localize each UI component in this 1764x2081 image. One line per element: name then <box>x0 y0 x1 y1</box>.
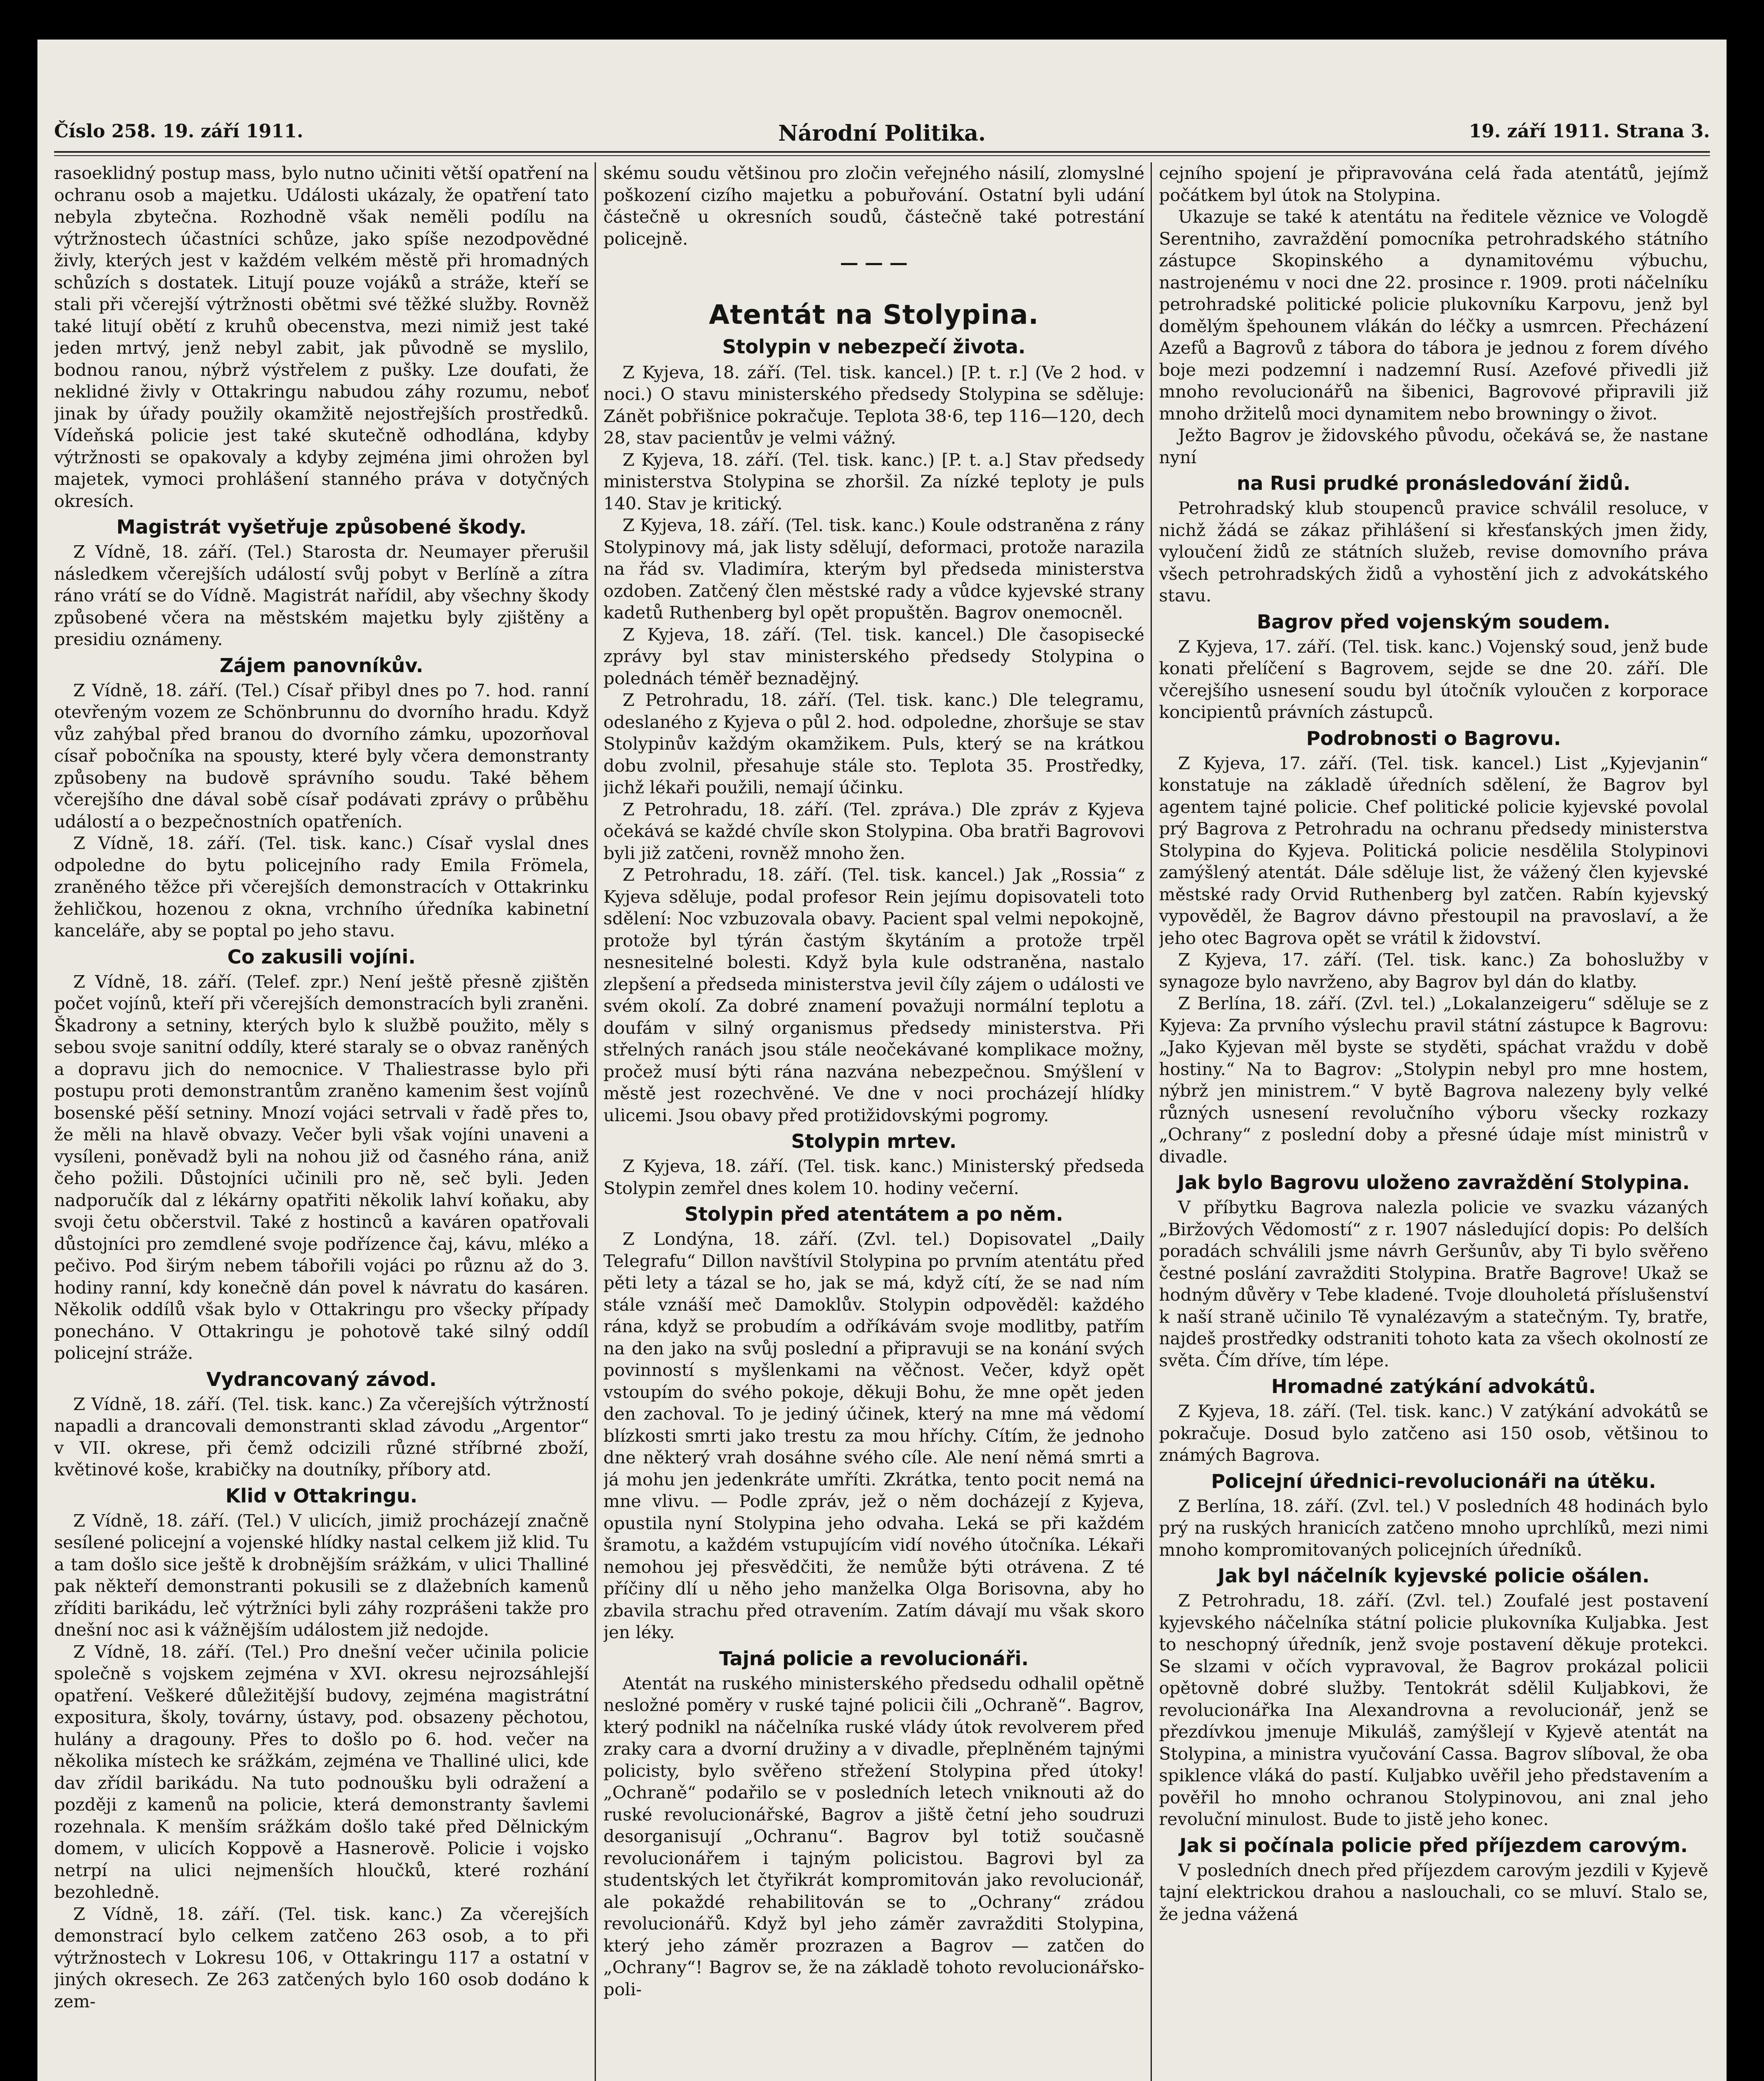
section-heading: Podrobnosti o Bagrovu. <box>1306 727 1561 750</box>
section-heading: Stolypin před atentátem a po něm. <box>685 1203 1063 1225</box>
paragraph: cejního spojení je připravována celá řada atentátů, jejímž počátkem byl útok na Stolypina. <box>1159 163 1708 205</box>
column-divider <box>595 162 596 2081</box>
paragraph: Petrohradský klub stoupenců pravice schválil resoluce, v nichž žádá se zákaz přihlášení si křesťanských jmen židy, vyloučení židů ze státních služeb, revise domovního práva všech petrohradských židů a vyhostění jich z advokátského stavu. <box>1159 498 1708 606</box>
section-heading: na Rusi prudké pronásledování židů. <box>1236 472 1631 494</box>
main-headline: Atentát na Stolypina. <box>709 299 1039 330</box>
paragraph: Z Kyjeva, 17. září. (Tel. tisk. kancel.) List „Kyjevjanin“ konstatuje na základě úředních sdělení, že Bagrov byl agentem tajné policie. Chef politické policie kyjevské povolal prý Bagrova z Petrohradu na ochranu předsedy ministerstva Stolypina do Kyjeva. Politická policie nesdělila Stolypinovi zamýšlený atentát. Dále sděluje list, že vážený člen kyjevské městské rady Orvid Ruthenberg byl zatčen. Rabín kyjevský vypověděl, že Bagrov dávno přestoupil na pravoslaví, a že jeho otec Bagrova opět se vrátil k židovství. <box>1159 752 1708 948</box>
paragraph: Z Vídně, 18. září. (Tel. tisk. kanc.) Císař vyslal dnes odpoledne do bytu policejního rady Emila Frömela, zraněného těžce při včerejších demonstracích v Ottakrinku žehličkou, hozenou z okna, vrchního úředníka kabinetní kanceláře, aby se poptal po jeho stavu. <box>54 833 589 941</box>
paragraph: Z Vídně, 18. září. (Tel.) Pro dnešní večer učinila policie společně s vojskem zejména v XVI. okresu nejrozsáhlejší opatření. Veškeré důležitější budovy, zejména magistrátní expositura, školy, továrny, ústavy, pod. obsazeny pěchotou, hulány a dragouny. Přes to došlo po 6. hod. večer na několika místech ke srážkám, zejména ve Thalliné ulici, kde dav zřídil barikádu. Na tuto podnoušku byli odražení a později z kamenů na policie, která demonstranty šavlemi rozehnala. K menším srážkám došlo také před Dělnickým domem, v ulicích Koppově a Hasnerově. Policie i vojsko netrpí na ulici nejmenších hloučků, které rozhání bezohledně. <box>54 1641 589 1902</box>
issue-number: Číslo 258. 19. září 1911. <box>54 121 303 142</box>
section-heading: Co zakusili vojíni. <box>227 945 416 968</box>
column-1 <box>54 162 589 2081</box>
paragraph: Z Vídně, 18. září. (Tel. tisk. kanc.) Za včerejších výtržností napadli a drancovali demonstranti sklad závodu „Argentor“ v VII. okrese, při čemž odcizili různé stříbrné zboží, květinové koše, krabičky na doutníky, příbory atd. <box>54 1393 589 1480</box>
section-heading: Hromadné zatýkání advokátů. <box>1271 1375 1596 1398</box>
newspaper-title: Národní Politika. <box>778 121 986 146</box>
paragraph: rasoeklidný postup mass, bylo nutno učiniti větší opatření na ochranu osob a majetku. Události ukázaly, že opatření tato nebyla zbytečna. Rozhodně však neměli podílu na výtržnostech účastníci schůze, jako spíše nezodpovědné živly, kterých jest v každém velkém městě při hromadných schůzích s dostatek. Litují pouze vojáků a stráže, kteří se stali při včerejší výtržnosti obětmi své těžké služby. Rovněž také litují obětí z kruhů obecenstva, mezi nimiž jest také jeden mrtvý, jenž nebyl zabit, jak původně se myslilo, bodnou ranou, nýbrž výstřelem z pušky. Lze doufati, že neklidné živly v Ottakringu nabudou záhy rozumu, neboť jinak by úřady použily okamžitě nejostřejších prostředků. Vídeňská policie jest také skutečně odhodlána, kdyby výtržnosti se opakovaly a kdyby zejména jimi ohrožen byl majetek, vymoci prohlášení stanného práva v dotyčných okresích. <box>54 163 589 511</box>
paragraph: Z Kyjeva, 18. září. (Tel. tisk. kancel.) Dle časopisecké zprávy byl stav ministerského předsedy Stolypina o polednách téměř beznadějný. <box>603 624 1144 688</box>
section-heading: Tajná policie a revolucionáři. <box>719 1647 1029 1670</box>
paragraph: Atentát na ruského ministerského předsedu odhalil opětně nesložné poměry v ruské tajné policii čili „Ochraně“. Bagrov, který podnikl na náčelníka ruské vlády útok revolverem před zraky cara a dvorní družiny a v divadle, přeplněném tajnými policisty, bylo svěřeno střežení Stolypina před útoky! „Ochraně“ podařilo se v posledních letech vniknouti až do ruské revolucionářské, Bagrov a jiště četní jeho soudruzi desorganisují „Ochranu“. Bagrov byl totiž současně revolucionářem i tajným policistou. Bagrovi byl za studentských let čtyřikrát kompromitován jako revolucionář, ale pokaždé rehabilitován se to „Ochrany“ zrádou revolucionářů. Když byl jeho záměr zavražditi Stolypina, který jeho záměr prozrazen a Bagrov — zatčen do „Ochrany“! Bagrov se, že na základě tohoto revolucionářsko-poli- <box>603 1673 1144 1999</box>
section-heading: Vydrancovaný závod. <box>206 1368 437 1391</box>
section-heading: Jak si počínala policie před příjezdem carovým. <box>1179 1834 1688 1857</box>
paragraph: Z Petrohradu, 18. září. (Zvl. tel.) Zoufalé jest postavení kyjevského náčelníka státní policie plukovníka Kuljabka. Jest to neschopný úředník, jenž svoje postavení děkuje protekci. Se slzami v očích vypravoval, že Bagrov prokázal policii opětovně dobré služby. Tentokrát sdělil Kuljabkovi, že revolucionářka Ina Alexandrovna a revolucionář, jenž se přezdívkou jmenuje Mikuláš, zamýšlejí v Kyjevě atentát na Stolypina, a ministra vyučování Cassa. Bagrov slíboval, že oba spiklence vláká do pastí. Kuljabko uvěřil jeho představením a pověřil ho mnoho ochranou Stolypinovou, ani znal jeho revoluční minulost. Bude to jistě jeho konec. <box>1159 1590 1708 1829</box>
paragraph: V posledních dnech před příjezdem carovým jezdili v Kyjevě tajní elektrickou drahou a naslouchali, co se mluví. Stalo se, že jedna vážená <box>1159 1860 1708 1924</box>
masthead <box>54 121 1710 150</box>
paragraph: Z Kyjeva, 17. září. (Tel. tisk. kanc.) Za bohoslužby v synagoze bylo navrženo, aby Bagrov byl dán do klatby. <box>1159 949 1708 992</box>
paragraph: Z Kyjeva, 18. září. (Tel. tisk. kanc.) V zatýkání advokátů se pokračuje. Dosud bylo zatčeno asi 150 osob, většinou to známých Bagrova. <box>1159 1401 1708 1465</box>
newspaper-page <box>37 40 1727 2081</box>
paragraph: Z Petrohradu, 18. září. (Tel. tisk. kancel.) Jak „Rossia“ z Kyjeva sděluje, podal profesor Rein jejímu dopisovateli toto sdělení: Noc vzbuzovala obavy. Pacient spal velmi nepokojně, protože byl týrán častým škytáním a protože trpěl nesnesitelné bolesti. Když byla kule odstraněna, nastalo zlepšení a předseda ministerstva jevil číly zájem o události ve svém okolí. Za dobré znamení považuji normální teplotu a doufám v silný organismus předsedy ministerstva. Při střelných ranách jsou stále neočekávané komplikace možny, pročež musí býti rána nazvána nebezpečnou. Smýšlení v městě jest rozechvěné. Ve dne v noci procházejí hlídky ulicemi. Jsou obavy před protižidovskými pogromy. <box>603 864 1144 1125</box>
section-heading: Magistrát vyšetřuje způsobené škody. <box>116 516 527 538</box>
separator: — — — <box>840 252 908 273</box>
section-heading: Stolypin mrtev. <box>791 1130 957 1152</box>
paragraph: Z Vídně, 18. září. (Tel.) Starosta dr. Neumayer přerušil následkem včerejších událostí svůj pobyt v Berlíně a zítra ráno vrátí se do Vídně. Magistrát nařídil, aby všechny škody způsobené včera na městském majetku byly zjištěny a presidiu oznámeny. <box>54 541 589 649</box>
column-2 <box>603 162 1144 2081</box>
paragraph: Z Vídně, 18. září. (Tel.) Císař přibyl dnes po 7. hod. ranní otevřeným vozem ze Schönbrunnu do dvorního hradu. Když vůz zahýbal před branou do dvorního zámku, upozorňoval císař pobočníka na spousty, které byly včera demonstranty způsobeny na budově správního soudu. Také během včerejšího dne dával sobě císař podávati zprávy o průběhu událostí a o bezpečnostních opatřeních. <box>54 680 589 832</box>
paragraph: Z Kyjeva, 18. září. (Tel. tisk. kanc.) [P. t. a.] Stav předsedy ministerstva Stolypina se zhoršil. Za nízké teploty je puls 140. Stav je kritický. <box>603 449 1144 514</box>
section-heading: Bagrov před vojenským soudem. <box>1257 610 1610 633</box>
paragraph: Z Kyjeva, 18. září. (Tel. tisk. kanc.) Koule odstraněna z rány Stolypinovy má, jak listy sdělují, deformaci, protože narazila na řád sv. Vladimíra, kterým byl předseda ministerstva ozdoben. Zatčený člen městské rady a vůdce kyjevské strany kadetů Ruthenberg byl opět propuštěn. Bagrov onemocněl. <box>603 515 1144 623</box>
paragraph: Z Kyjeva, 18. září. (Tel. tisk. kanc.) Ministerský předseda Stolypin zemřel dnes kolem 10. hodiny večerní. <box>603 1156 1144 1198</box>
paragraph: Z Vídně, 18. září. (Telef. zpr.) Není ještě přesně zjištěn počet vojínů, kteří při včerejších demonstracích byli zraněni. Škadrony a setniny, kterých bylo k službě použito, měly s sebou svoje sanitní oddíly, které staraly se o obvaz raněných a dopravu jich do nemocnice. V Thaliestrasse bylo při postupu proti demonstrantům zraněno kamenim šest vojínů bosenské pěší setniny. Mnozí vojáci setrvali v řadě přes to, že měli na hlavě obvazy. Večer byli však vojíni unaveni a vysíleni, poněvadž byli na nohou již od časného rána, aniž čeho požili. Důstojníci učinili pro ně, seč byli. Jeden nadporučík dal z lékárny opatřiti několik lahví koňaku, aby svoji četu občerstvil. Také z hostinců a kaváren opatřovali důstojníci pro zemdlené svoje podřízence čaj, kávu, mléko a pečivo. Pod širým nebem tábořili vojáci po různu až do 3. hodiny ranní, kdy konečně dán povel k návratu do kasáren. Několik oddílů však bylo v Ottakringu pro všecky případy ponecháno. V Ottakringu je pohotově také silný oddíl policejní stráže. <box>54 971 589 1363</box>
column-3 <box>1159 162 1708 2081</box>
page-number: 19. září 1911. Strana 3. <box>1469 121 1710 142</box>
section-heading: Jak byl náčelník kyjevské policie ošálen. <box>1218 1564 1650 1587</box>
section-heading: Jak bylo Bagrovu uloženo zavraždění Stolypina. <box>1177 1171 1690 1194</box>
paragraph: Ukazuje se také k atentátu na ředitele věznice ve Vologdě Serentniho, zavraždění pomocníka petrohradského státního zástupce Skopinského a dynamitovému výbuchu, nastrojenému v noci dne 22. prosince r. 1909. proti náčelníku petrohradské politické policie plukovníku Karpovu, jenž byl domělým špehounem vlákán do léčky a usmrcen. Přecházení Azefů a Bagrovů z tábora do tábora je jednou z forem dívého boje mezi podzemní i nadzemní Rusí. Azefové přivedli již mnoho revolucionářů na šibenici, Bagrovové připravili již mnoho držitelů moci dynamitem nebo browningy o život. <box>1159 206 1708 424</box>
paragraph: Z Vídně, 18. září. (Tel.) V ulicích, jimiž procházejí značně sesílené policejní a vojenské hlídky nastal celkem již klid. Tu a tam došlo sice ještě k drobnějším srážkám, v ulici Thalliné pak někteří demonstranti pokusili se z dlažebních kamenů zříditi barikádu, leč výtržníci byli záhy rozprášeni takže pro dnešní noc asi k vážnějším událostem již nedojde. <box>54 1510 589 1640</box>
header-rule-thin <box>54 155 1710 156</box>
paragraph: Z Kyjeva, 17. září. (Tel. tisk. kanc.) Vojenský soud, jenž bude konati přelíčení s Bagrovem, sejde se dne 20. září. Dle včerejšího usnesení soudu byl útočník vyloučen z korporace koncipientů právních zástupců. <box>1159 636 1708 722</box>
paragraph: Z Berlína, 18. září. (Zvl. tel.) „Lokalanzeigeru“ sděluje se z Kyjeva: Za prvního výslechu pravil státní zástupce k Bagrovu: „Jako Kyjevan měl byste se styděti, spáchat vraždu v době hostiny.“ Na to Bagrov: „Stolypin nebyl pro mne hostem, nýbrž jen ministrem.“ V bytě Bagrova nalezeny byly velké různých usnesení revolučního výboru všecky rozkazy „Ochrany“ z poslední doby a přesné údaje míst ministrů v divadle. <box>1159 993 1708 1167</box>
paragraph: V příbytku Bagrova nalezla policie ve svazku vázaných „Biržových Vědomostí“ z r. 1907 následující dopis: Po delších poradách schválili jsme návrh Geršunův, aby Ti bylo svěřeno čestné poslání zavražditi Stolypina. Bratře Bagrove! Ukaž se hodným důvěry v Tebe kladené. Tvoje dlouholetá příslušenství k naší straně učinilo Tě vynalézavým a statečným. Ty, bratře, najdeš prostředky odstraniti tohoto kata za všech okolností ze světa. Čím dříve, tím lépe. <box>1159 1197 1708 1371</box>
paragraph: Z Londýna, 18. září. (Zvl. tel.) Dopisovatel „Daily Telegrafu“ Dillon navštívil Stolypina po prvním atentátu před pěti lety a tázal se ho, jak se má, když cítí, že se nad ním stále vznáší meč Damoklův. Stolypin odpověděl: každého rána, když se probudím a odříkávám svoje modlitby, patřím na den jako na svůj poslední a připravuji se na konání svých povinností s myšlenkami na věčnost. Večer, když opět vstoupím do svého pokoje, děkuji Bohu, že mne opět jeden den zachoval. To je jediný účinek, který na mne má vědomí blízkosti smrti jako trestu za mou hříchy. Cítím, že jednoho dne některý vrah dosáhne svého cíle. Ale není němá smrti a já mohu jen jedenkráte umříti. Zkrátka, tento pocit nemá na mne vlivu. — Podle zpráv, jež o něm docházejí z Kyjeva, opustila nyní Stolypina jeho odvaha. Leká se při každém šramotu, a každém vstupujícím vidí nového útočníka. Lékaři nemohou jej přesvědčiti, že nemůže býti otrávena. Z té příčiny dlí u něho jeho manželka Olga Borisovna, aby ho zbavila strachu před otravením. Zatím dávají mu však skoro jen léky. <box>603 1229 1144 1642</box>
paragraph: Z Vídně, 18. září. (Tel. tisk. kanc.) Za včerejších demonstrací bylo celkem zatčeno 263 osob, a to při výtržnostech v Lokresu 106, v Ottakringu 117 a ostatní v jiných okresech. Ze 263 zatčených bylo 160 osob dodáno k zem- <box>54 1903 589 2011</box>
section-heading: Policejní úřednici-revolucionáři na útěku. <box>1211 1470 1656 1492</box>
section-heading: Stolypin v nebezpečí života. <box>722 335 1026 358</box>
section-heading: Zájem panovníkův. <box>219 654 424 677</box>
column-divider <box>1151 162 1152 2081</box>
paragraph: Z Petrohradu, 18. září. (Tel. tisk. kanc.) Dle telegramu, odeslaného z Kyjeva o půl 2. hod. odpoledne, zhoršuje se stav Stolypinův každým okamžikem. Puls, který se na krátkou dobu zvolnil, přesahuje stále sto. Teplota 35. Prostředky, jichž lékaři použili, nemají účinku. <box>603 690 1144 797</box>
paragraph: Z Petrohradu, 18. září. (Tel. zpráva.) Dle zpráv z Kyjeva očekává se každé chvíle skon Stolypina. Oba bratři Bagrovovi byli již zatčeni, rovněž mnoho žen. <box>603 799 1144 863</box>
paragraph: Z Kyjeva, 18. září. (Tel. tisk. kancel.) [P. t. r.] (Ve 2 hod. v noci.) O stavu ministerského předsedy Stolypina se sděluje: Zánět pobřišnice pokračuje. Teplota 38·6, tep 116—120, dech 28, stav pacientův je velmi vážný. <box>603 362 1144 448</box>
paragraph: skému soudu většinou pro zločin veřejného násilí, zlomyslné poškození cizího majetku a pobuřování. Ostatní byli udání částečně u okresních soudů, částečně také potrestání policejně. <box>603 163 1144 249</box>
paragraph: Ježto Bagrov je židovského původu, očekává se, že nastane nyní <box>1159 425 1708 467</box>
header-rule <box>54 151 1710 153</box>
paragraph: Z Berlína, 18. září. (Zvl. tel.) V posledních 48 hodinách bylo prý na ruských hranicích zatčeno mnoho uprchlíků, mezi nimi mnoho kompromitovaných policejních úředníků. <box>1159 1495 1708 1560</box>
section-heading: Klid v Ottakringu. <box>225 1484 418 1507</box>
